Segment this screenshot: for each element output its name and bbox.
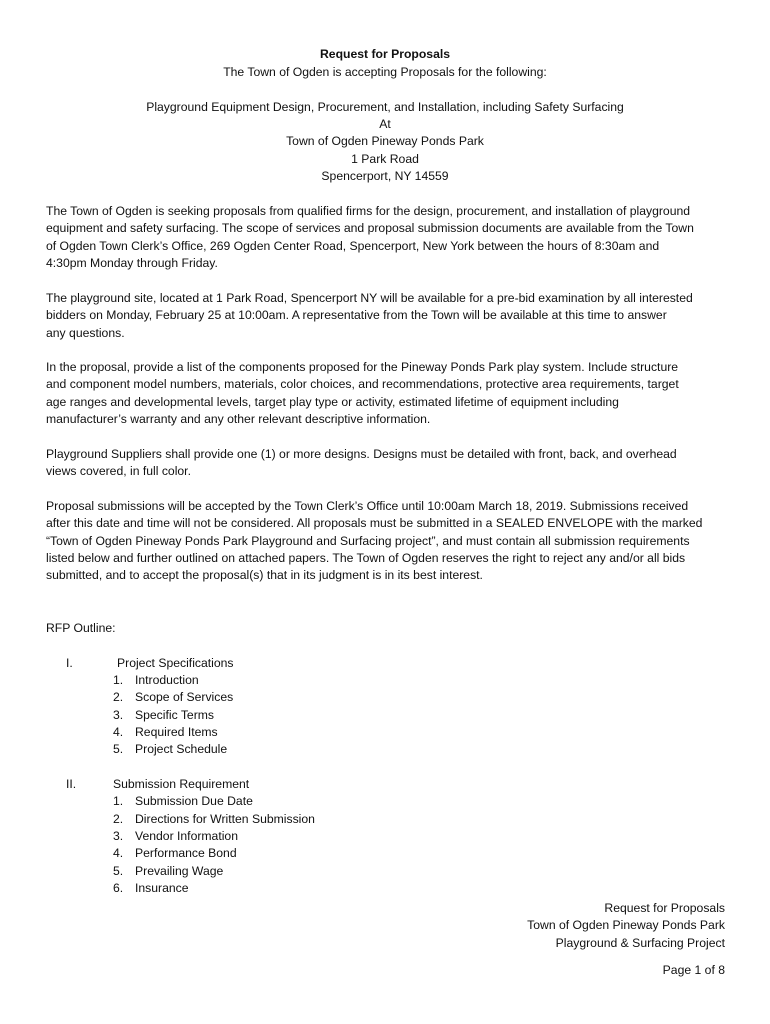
item-number: 5. [113,742,124,756]
item-label: Scope of Services [135,690,234,704]
item-label: Specific Terms [135,708,215,722]
item-label: Vendor Information [135,829,238,843]
outline-item [113,689,233,706]
item-number: 1. [113,794,124,808]
item-number: 6. [113,881,124,895]
paragraph-line: after this date and time will not be considered. All proposals must be submitted in a SEALED ENVELOPE with the marked [46,516,703,531]
outline-item [113,863,223,880]
item-label: Project Schedule [135,742,228,756]
project-title: Playground Equipment Design, Procurement, and Installation, including Safety Surfacing [146,100,624,114]
item-number: 2. [113,690,124,704]
outline-item [113,845,237,862]
paragraph-submissions [46,498,726,584]
item-label: Directions for Written Submission [135,812,315,826]
document-title: Request for Proposals [319,47,451,61]
item-label: Introduction [135,673,199,687]
item-label: Insurance [135,881,189,895]
item-number: 4. [113,725,124,739]
paragraph-line: Proposal submissions will be accepted by the Town Clerk’s Office until 10:00am March 18, 2019. Submissions received [46,499,689,513]
outline-item [113,672,199,689]
paragraph-line: Playground Suppliers shall provide one (1) or more designs. Designs must be detailed with front, back, and overhead [46,447,677,461]
footer-line-2: Town of Ogden Pineway Ponds Park [527,918,725,932]
paragraph-line: The playground site, located at 1 Park Road, Spencerport NY will be available for a pre-bid examination by all interested [46,291,693,305]
footer-line-3: Playground & Surfacing Project [555,936,725,950]
paragraph-line: In the proposal, provide a list of the components proposed for the Pineway Ponds Park play system. Include structure [46,360,679,374]
paragraph-components [46,359,726,428]
item-number: 3. [113,708,124,722]
item-number: 4. [113,846,124,860]
location-name: Town of Ogden Pineway Ponds Park [286,134,484,148]
section-numeral: I. [66,656,73,670]
address-line-1: 1 Park Road [351,152,419,166]
outline-item [113,880,189,897]
item-number: 3. [113,829,124,843]
outline-item [113,811,315,828]
paragraph-line: manufacturer’s warranty and any other relevant descriptive information. [46,411,431,426]
outline-item [113,741,227,758]
paragraph-line: listed below and further outlined on attached papers. The Town of Ogden reserves the right to reject any and/or all bids [46,550,686,565]
outline-heading: RFP Outline: [46,621,116,635]
project-at: At [379,117,391,131]
paragraph-line: and component model numbers, materials, color choices, and recommendations, protective area requirements, target [46,377,679,392]
item-number: 1. [113,673,124,687]
paragraph-line: “Town of Ogden Pineway Ponds Park Playground and Surfacing project”, and must contain all submission requirements [46,533,690,548]
paragraph-intro [46,203,726,272]
outline-item [113,724,218,741]
item-label: Submission Due Date [135,794,253,808]
address-line-2: Spencerport, NY 14559 [321,169,449,183]
document-subtitle: The Town of Ogden is accepting Proposals for the following: [223,65,547,79]
outline-item [113,828,238,845]
paragraph-line: submitted, and to accept the proposal(s) that in its judgment is in its best interest. [46,568,483,583]
item-label: Prevailing Wage [135,864,224,878]
item-number: 2. [113,812,124,826]
paragraph-line: bidders on Monday, February 25 at 10:00am. A representative from the Town will be available at this time to answer [46,308,667,323]
section-numeral: II. [66,777,77,791]
page-number: Page 1 of 8 [662,963,725,977]
paragraph-line: views covered, in full color. [46,464,191,479]
item-label: Required Items [135,725,218,739]
paragraph-line: age ranges and developmental levels, target play type or activity, estimated lifetime of equipment including [46,394,619,409]
footer-line-1: Request for Proposals [604,901,725,915]
outline-item [113,707,214,724]
paragraph-line: equipment and safety surfacing. The scope of services and proposal submission documents are available from the Town [46,221,694,236]
paragraph-line: any questions. [46,325,125,340]
item-number: 5. [113,864,124,878]
paragraph-designs [46,446,726,481]
outline-item [113,793,253,810]
item-label: Performance Bond [135,846,237,860]
paragraph-line: 4:30pm Monday through Friday. [46,255,218,270]
paragraph-site-visit [46,290,726,342]
section-title: Submission Requirement [113,777,250,791]
section-title: Project Specifications [117,656,234,670]
paragraph-line: of Ogden Town Clerk’s Office, 269 Ogden Center Road, Spencerport, New York between the hours of 8:30am and [46,238,660,253]
paragraph-line: The Town of Ogden is seeking proposals from qualified firms for the design, procurement, and installation of playground [46,204,691,218]
